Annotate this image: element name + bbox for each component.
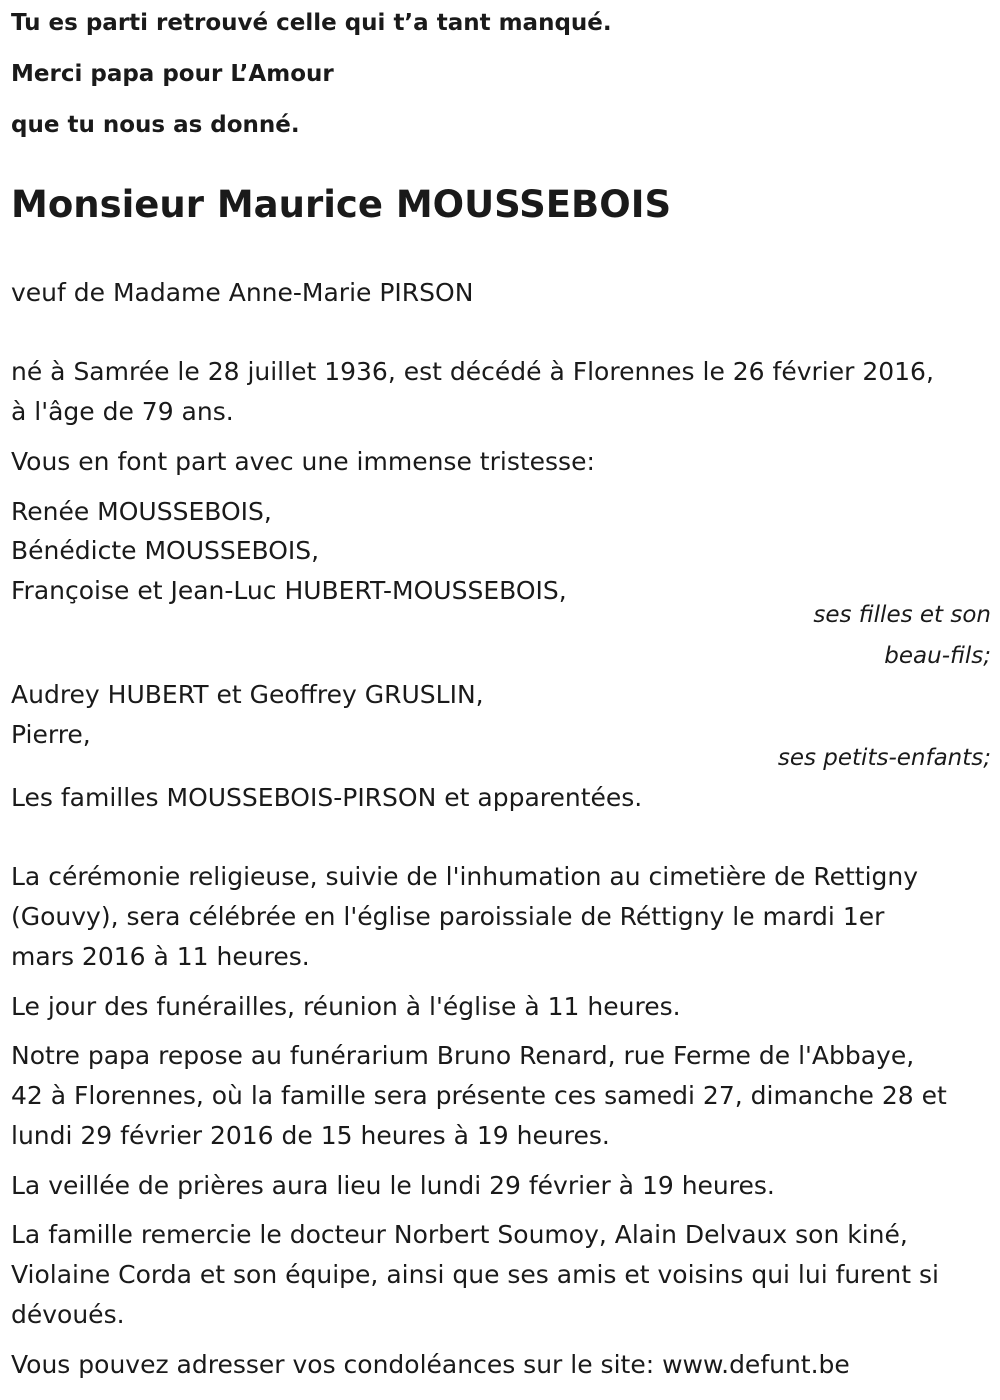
epitaph-line-1: Tu es parti retrouvé celle qui t’a tant manqué.	[11, 10, 612, 36]
daughters-role-line-1: ses filles et son	[813, 602, 991, 628]
ceremony-line-2: (Gouvy), sera célébrée en l'église paroissiale de Réttigny le mardi 1er	[11, 902, 885, 931]
epitaph-line-2: Merci papa pour L’Amour	[11, 61, 334, 87]
meeting: Le jour des funérailles, réunion à l'église à 11 heures.	[11, 992, 681, 1021]
thanks-line-2: Violaine Corda et son équipe, ainsi que ses amis et voisins qui lui furent si	[11, 1260, 939, 1289]
epitaph-line-3: que tu nous as donné.	[11, 112, 300, 138]
grandchild-1: Audrey HUBERT et Geoffrey GRUSLIN,	[11, 680, 484, 709]
daughter-2: Bénédicte MOUSSEBOIS,	[11, 536, 320, 565]
viewing-line-2: 42 à Florennes, où la famille sera présente ces samedi 27, dimanche 28 et	[11, 1081, 947, 1110]
grandchildren-role: ses petits-enfants;	[777, 745, 991, 771]
announcement: Vous en font part avec une immense tristesse:	[11, 447, 595, 476]
deceased-name: Monsieur Maurice MOUSSEBOIS	[11, 183, 672, 226]
daughters-role-line-2: beau-fils;	[884, 643, 991, 669]
ceremony-line-1: La cérémonie religieuse, suivie de l'inhumation au cimetière de Rettigny	[11, 862, 919, 891]
daughter-3: Françoise et Jean-Luc HUBERT-MOUSSEBOIS,	[11, 576, 567, 605]
thanks-line-1: La famille remercie le docteur Norbert Soumoy, Alain Delvaux son kiné,	[11, 1220, 908, 1249]
families: Les familles MOUSSEBOIS-PIRSON et apparentées.	[11, 783, 643, 812]
birth-death-line-1: né à Samrée le 28 juillet 1936, est décédé à Florennes le 26 février 2016,	[11, 357, 934, 386]
condolences: Vous pouvez adresser vos condoléances sur le site: www.defunt.be	[11, 1350, 850, 1379]
vigil: La veillée de prières aura lieu le lundi 29 février à 19 heures.	[11, 1171, 775, 1200]
viewing-line-3: lundi 29 février 2016 de 15 heures à 19 heures.	[11, 1121, 610, 1150]
thanks-line-3: dévoués.	[11, 1300, 125, 1329]
ceremony-line-3: mars 2016 à 11 heures.	[11, 942, 310, 971]
daughter-1: Renée MOUSSEBOIS,	[11, 497, 272, 526]
birth-death-line-2: à l'âge de 79 ans.	[11, 397, 234, 426]
viewing-line-1: Notre papa repose au funérarium Bruno Renard, rue Ferme de l'Abbaye,	[11, 1041, 915, 1070]
grandchild-2: Pierre,	[11, 720, 91, 749]
widower-of: veuf de Madame Anne-Marie PIRSON	[11, 278, 474, 307]
